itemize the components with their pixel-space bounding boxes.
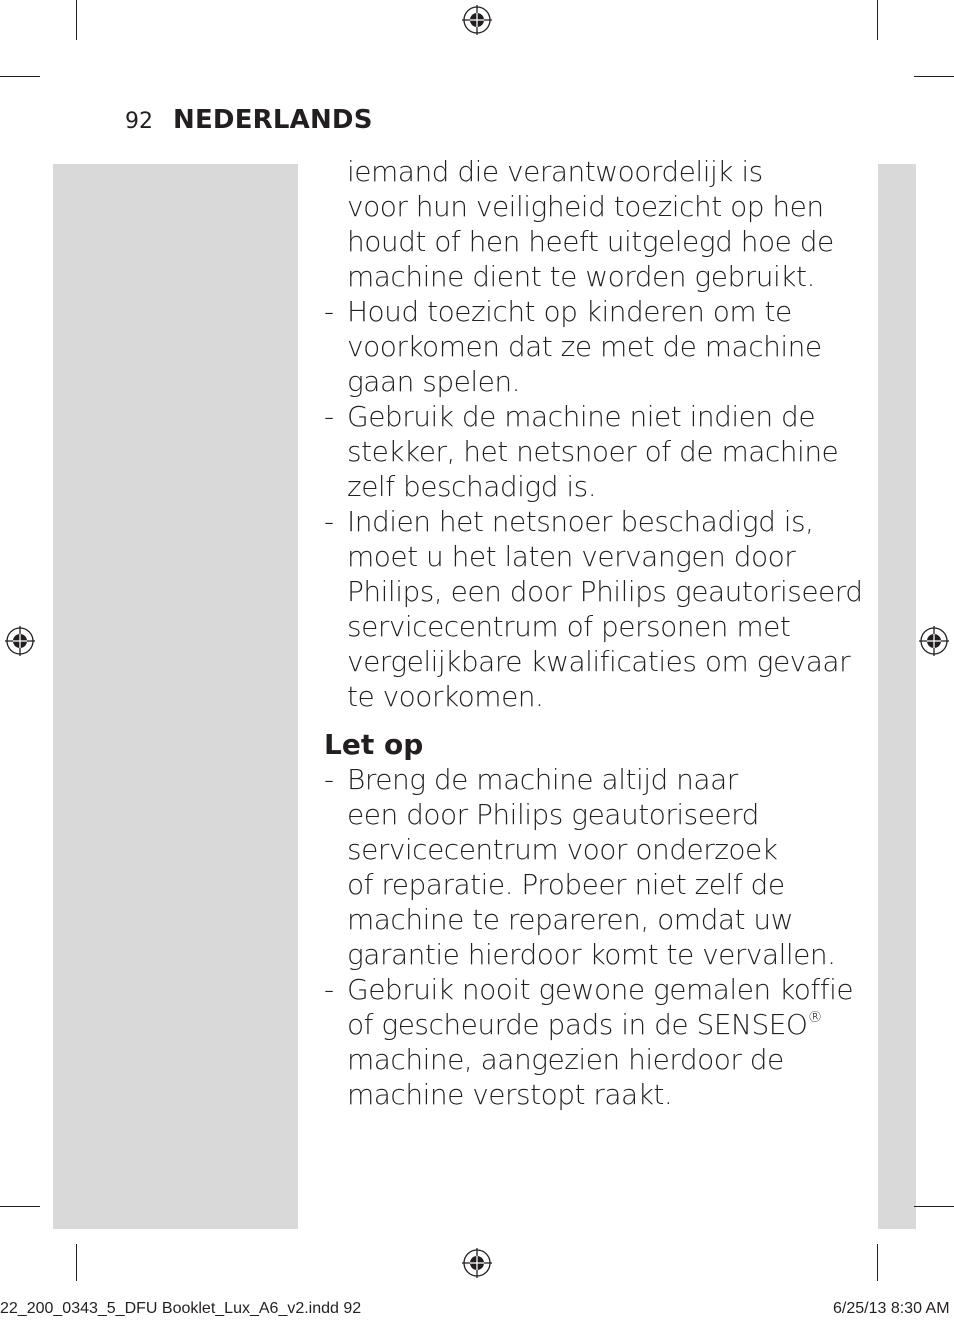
- text-line: vergelijkbare kwalificaties om gevaar: [347, 645, 851, 678]
- text-line: voor hun veiligheid toezicht op hen: [347, 190, 824, 223]
- registration-mark-top-icon: [462, 5, 492, 35]
- bullet-dash: -: [324, 505, 334, 538]
- bullet-item: [324, 504, 863, 714]
- crop-mark-bottom-left-horizontal: [0, 1206, 40, 1207]
- text-line: houdt of hen heeft uitgelegd hoe de: [347, 225, 834, 258]
- text-line: machine verstopt raakt.: [347, 1078, 673, 1111]
- footer-file-name: 22_200_0343_5_DFU Booklet_Lux_A6_v2.indd 92: [0, 1300, 362, 1317]
- registration-mark-left-icon: [5, 626, 35, 656]
- crop-mark-top-right-vertical: [877, 0, 878, 40]
- text-line: Philips, een door Philips geautoriseerd: [347, 575, 863, 608]
- bullet-dash: -: [324, 400, 334, 433]
- text-line: moet u het laten vervangen door: [347, 540, 796, 573]
- crop-mark-top-right-horizontal: [914, 76, 954, 77]
- text-line: of reparatie. Probeer niet zelf de: [347, 868, 785, 901]
- text-line: gaan spelen.: [347, 365, 521, 398]
- page-header: [125, 105, 373, 137]
- bullet-dash: -: [324, 763, 334, 796]
- text-line: machine dient te worden gebruikt.: [347, 260, 815, 293]
- text-line: voorkomen dat ze met de machine: [347, 330, 822, 363]
- text-line: servicecentrum of personen met: [347, 610, 791, 643]
- text-line: Gebruik nooit gewone gemalen koffie: [347, 973, 854, 1006]
- registered-mark: ®: [807, 1008, 822, 1026]
- text-line: te voorkomen.: [347, 680, 544, 713]
- text-line: Houd toezicht op kinderen om te: [347, 295, 792, 328]
- bullet-item: [324, 399, 844, 504]
- left-gray-band: [53, 164, 298, 1229]
- page-number: 92: [125, 109, 153, 134]
- text-line: machine te repareren, omdat uw: [347, 903, 794, 936]
- text-line: servicecentrum voor onderzoek: [347, 833, 778, 866]
- text-line: Breng de machine altijd naar: [347, 763, 738, 796]
- bullet-dash: -: [324, 973, 334, 1006]
- text-line: een door Philips geautoriseerd: [347, 798, 759, 831]
- text-line: Indien het netsnoer beschadigd is,: [347, 505, 814, 538]
- crop-mark-bottom-left-vertical: [76, 1244, 77, 1281]
- registration-mark-right-icon: [919, 626, 949, 656]
- text-line: garantie hierdoor komt te vervallen.: [347, 938, 836, 971]
- body-text: [324, 154, 863, 1112]
- bullet-item: [324, 294, 844, 399]
- bullet-dash: -: [324, 295, 334, 328]
- text-line: of gescheurde pads in de SENSEO: [347, 1008, 808, 1041]
- text-line: iemand die verantwoordelijk is: [347, 155, 763, 188]
- registration-mark-bottom-icon: [462, 1248, 492, 1278]
- right-gray-band: [878, 164, 916, 1229]
- bullet-item: [324, 762, 844, 972]
- text-line: Gebruik de machine niet indien de: [347, 400, 816, 433]
- language-title: NEDERLANDS: [173, 105, 373, 135]
- crop-mark-top-left-horizontal: [0, 76, 40, 77]
- text-line: zelf beschadigd is.: [347, 470, 597, 503]
- section-heading: Let op: [324, 728, 424, 761]
- footer-date-time: 6/25/13 8:30 AM: [833, 1300, 950, 1317]
- text-line: stekker, het netsnoer of de machine: [347, 435, 839, 468]
- text-line: machine, aangezien hierdoor de: [347, 1043, 784, 1076]
- bullet-item: [324, 972, 854, 1112]
- crop-mark-bottom-right-vertical: [877, 1244, 878, 1281]
- crop-mark-top-left-vertical: [76, 0, 77, 40]
- crop-mark-bottom-right-horizontal: [914, 1206, 954, 1207]
